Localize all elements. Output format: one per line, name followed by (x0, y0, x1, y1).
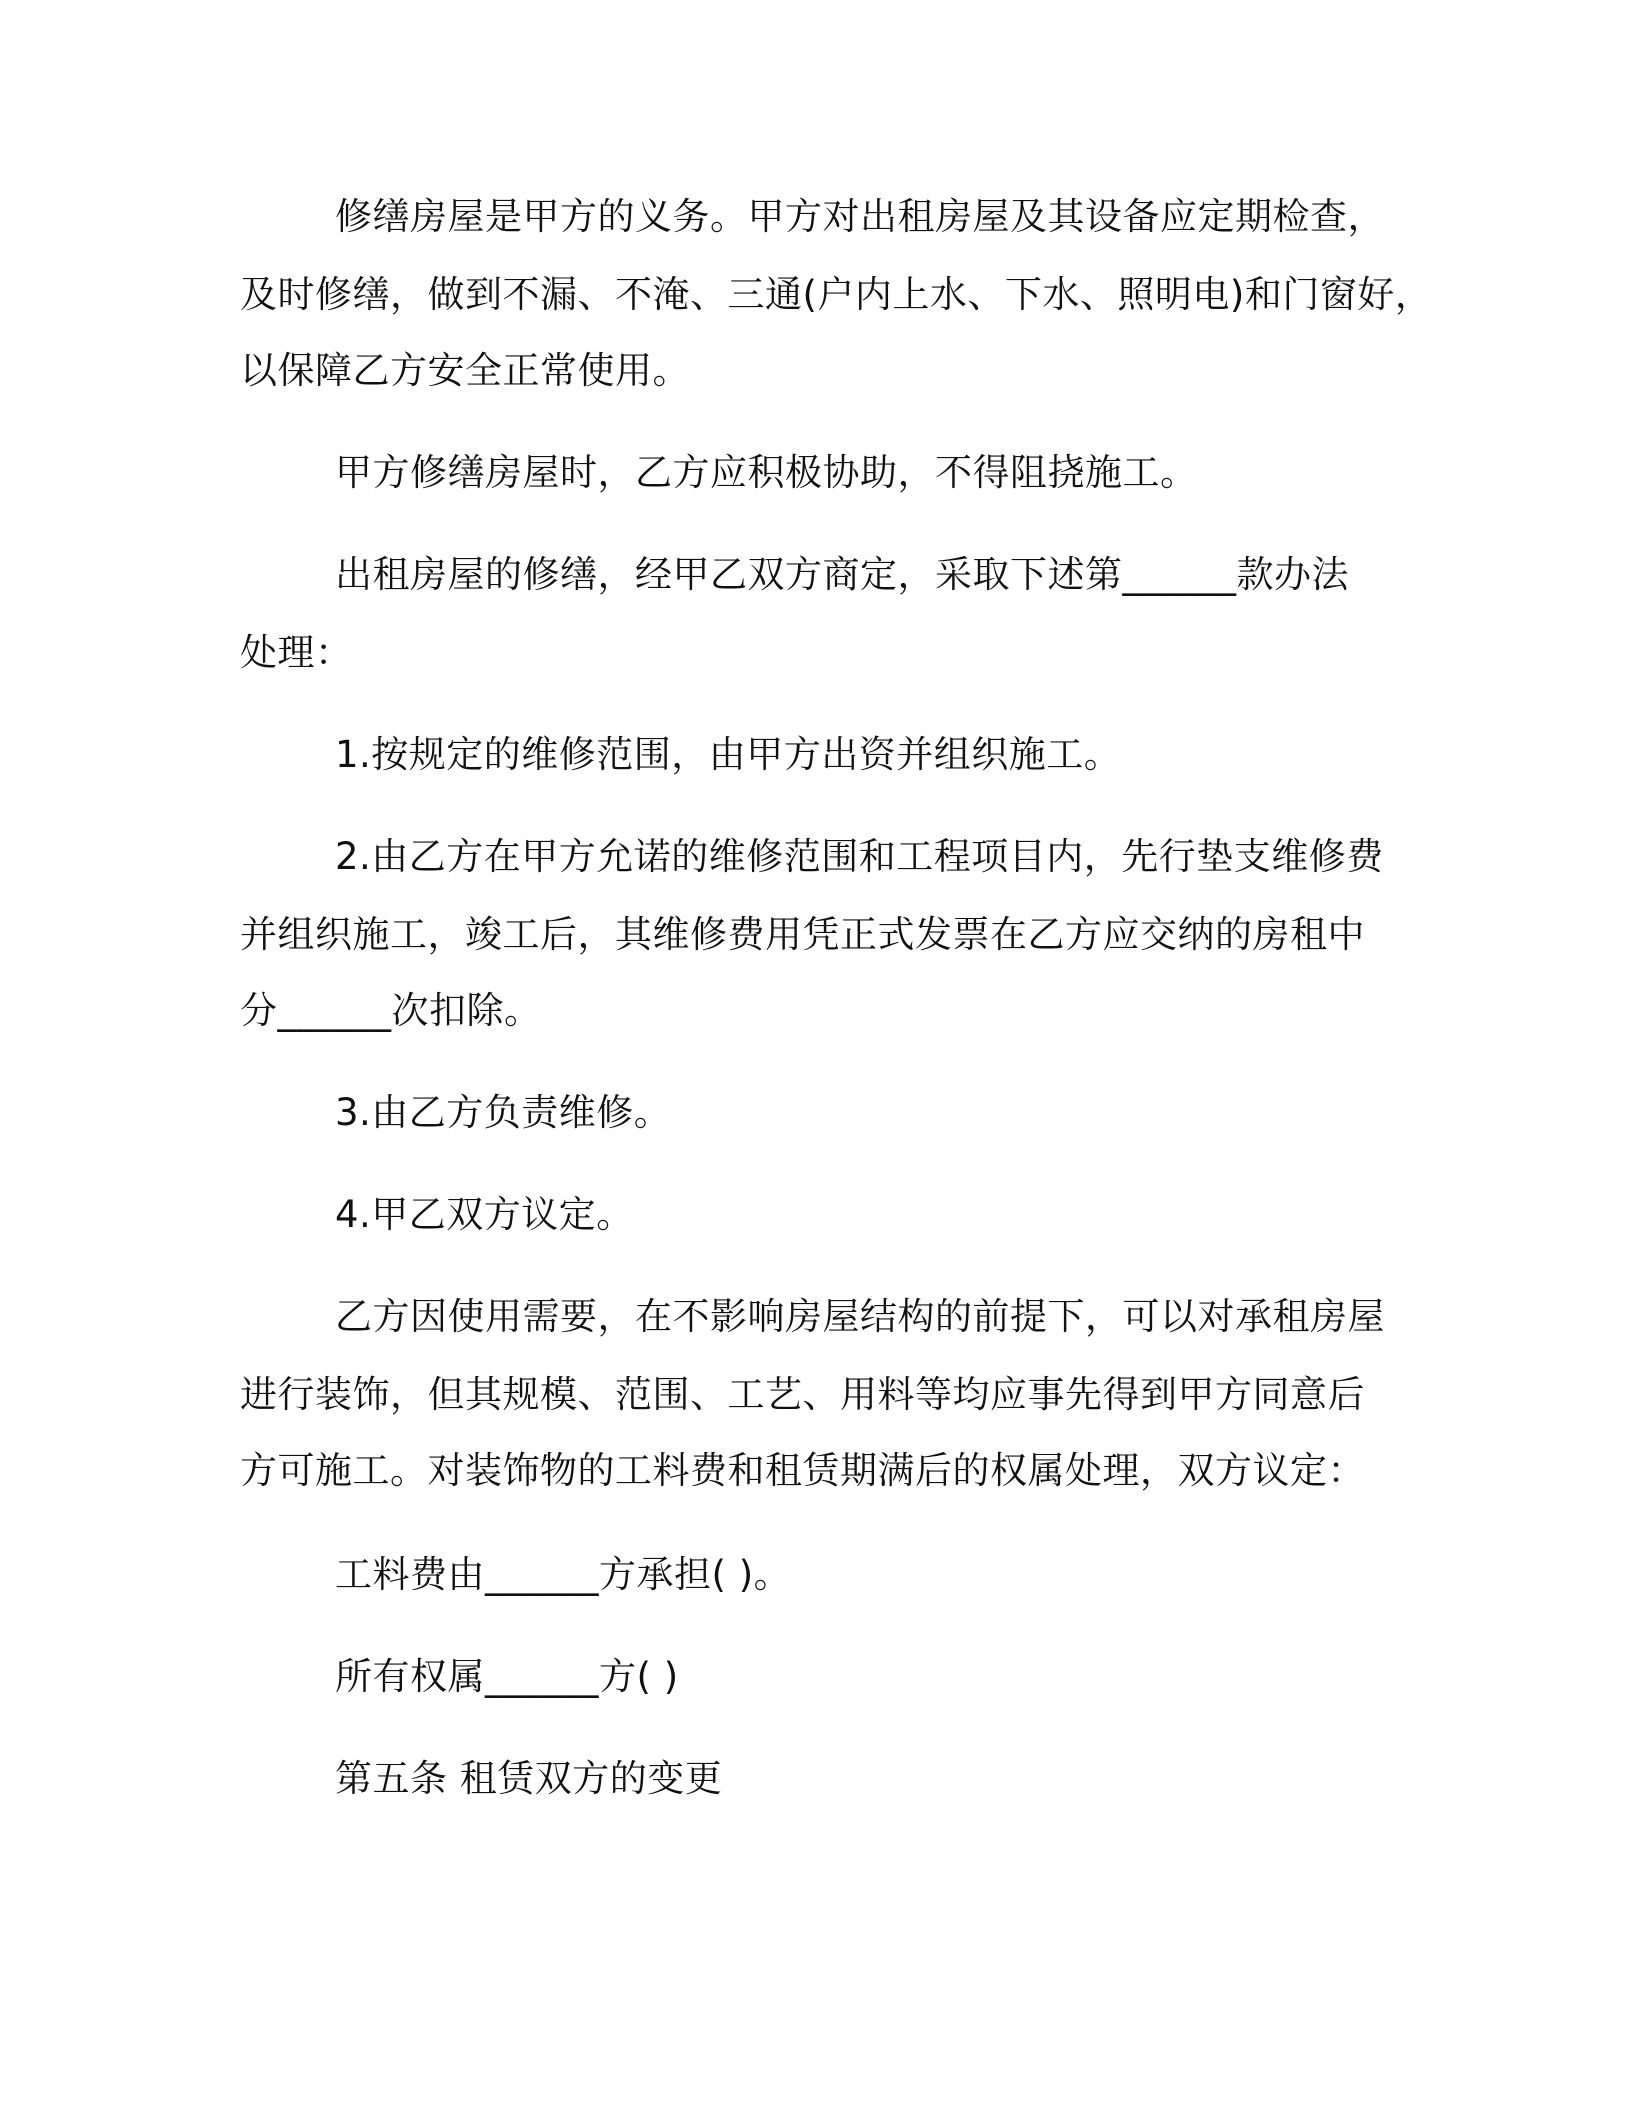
fee-line: 工料费由______方承担( )。 (335, 1553, 792, 1596)
paragraph-decoration-line-2: 进行装饰，但其规模、范围、工艺、用料等均应事先得到甲方同意后 (240, 1373, 1365, 1416)
list-item-3: 3.由乙方负责维修。 (335, 1091, 672, 1134)
list-item-2-line-2: 并组织施工，竣工后，其维修费用凭正式发票在乙方应交纳的房租中 (240, 913, 1365, 956)
paragraph-repair-duty-line-3: 以保障乙方安全正常使用。 (240, 349, 690, 392)
list-item-2-line-3: 分______次扣除。 (240, 989, 542, 1032)
paragraph-repair-duty-line-2: 及时修缮，做到不漏、不淹、三通(户内上水、下水、照明电)和门窗好， (240, 273, 1433, 316)
ownership-line: 所有权属______方( ) (335, 1655, 679, 1698)
paragraph-decoration-line-3: 方可施工。对装饰物的工料费和租赁期满后的权属处理，双方议定： (240, 1449, 1365, 1492)
list-item-2-line-1: 2.由乙方在甲方允诺的维修范围和工程项目内，先行垫支维修费 (335, 835, 1384, 878)
list-item-1: 1.按规定的维修范围，由甲方出资并组织施工。 (335, 733, 1122, 776)
paragraph-cooperation: 甲方修缮房屋时，乙方应积极协助，不得阻挠施工。 (335, 451, 1198, 494)
paragraph-repair-method-line-2: 处理： (240, 631, 353, 674)
paragraph-repair-duty-line-1: 修缮房屋是甲方的义务。甲方对出租房屋及其设备应定期检查， (335, 195, 1385, 238)
article-5-heading: 第五条 租赁双方的变更 (335, 1757, 723, 1800)
paragraph-repair-method-line-1: 出租房屋的修缮，经甲乙双方商定，采取下述第______款办法 (335, 553, 1349, 596)
paragraph-decoration-line-1: 乙方因使用需要，在不影响房屋结构的前提下，可以对承租房屋 (335, 1295, 1385, 1338)
list-item-4: 4.甲乙双方议定。 (335, 1193, 634, 1236)
